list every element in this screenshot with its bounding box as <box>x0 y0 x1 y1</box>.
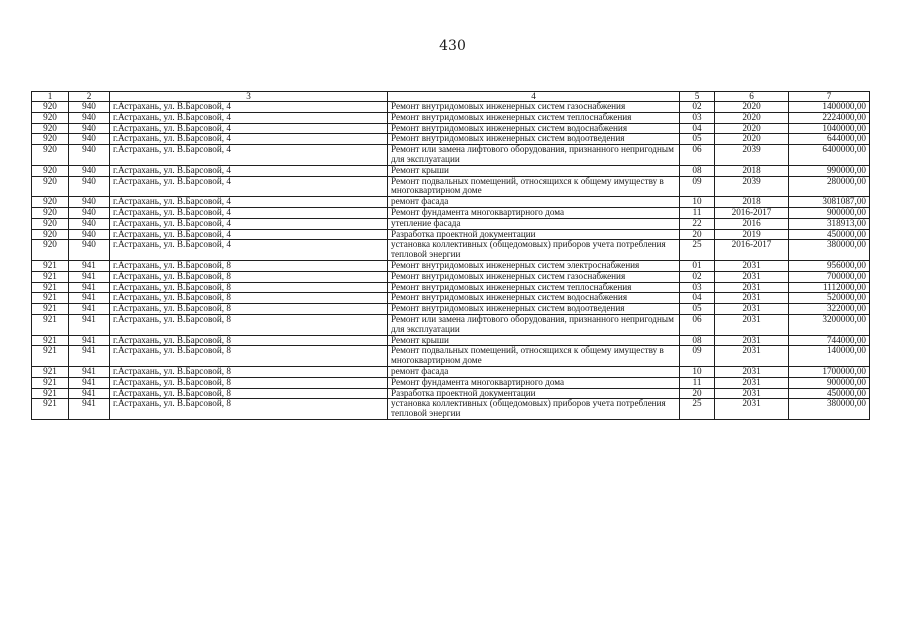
table-row <box>32 377 870 388</box>
year-cell: 2016-2017 <box>715 207 789 218</box>
cost-cell: 744000,00 <box>789 335 870 346</box>
house-index-cell: 940 <box>69 218 110 229</box>
table-row <box>32 271 870 282</box>
work-code-cell: 04 <box>680 123 715 134</box>
row-index-cell: 921 <box>32 335 69 346</box>
work-code-cell: 05 <box>680 134 715 145</box>
house-index-cell: 940 <box>69 165 110 176</box>
row-index-cell: 920 <box>32 123 69 134</box>
address-cell: г.Астрахань, ул. В.Барсовой, 4 <box>110 165 388 176</box>
table-row <box>32 388 870 399</box>
work-type-cell: установка коллективных (общедомовых) приборов учета потребления тепловой энергии <box>388 399 680 420</box>
table-row <box>32 197 870 208</box>
cost-cell: 450000,00 <box>789 388 870 399</box>
repair-schedule-table <box>31 91 870 420</box>
work-type-cell: Ремонт или замена лифтового оборудования, признанного непригодным для эксплуатации <box>388 145 680 166</box>
address-cell: г.Астрахань, ул. В.Барсовой, 4 <box>110 240 388 261</box>
house-index-cell: 941 <box>69 260 110 271</box>
table-row <box>32 207 870 218</box>
row-index-cell: 920 <box>32 207 69 218</box>
cost-cell: 1400000,00 <box>789 102 870 113</box>
cost-cell: 450000,00 <box>789 229 870 240</box>
work-type-cell: Ремонт фундамента многоквартирного дома <box>388 377 680 388</box>
year-cell: 2020 <box>715 102 789 113</box>
house-index-cell: 940 <box>69 102 110 113</box>
work-type-cell: Ремонт внутридомовых инженерных систем теплоснабжения <box>388 112 680 123</box>
work-type-cell: Разработка проектной документации <box>388 388 680 399</box>
table-row <box>32 240 870 261</box>
cost-cell: 6400000,00 <box>789 145 870 166</box>
row-index-cell: 921 <box>32 271 69 282</box>
cost-cell: 140000,00 <box>789 346 870 367</box>
house-index-cell: 941 <box>69 271 110 282</box>
work-code-cell: 22 <box>680 218 715 229</box>
row-index-cell: 921 <box>32 388 69 399</box>
house-index-cell: 940 <box>69 197 110 208</box>
work-type-cell: установка коллективных (общедомовых) приборов учета потребления тепловой энергии <box>388 240 680 261</box>
address-cell: г.Астрахань, ул. В.Барсовой, 8 <box>110 282 388 293</box>
house-index-cell: 940 <box>69 229 110 240</box>
address-cell: г.Астрахань, ул. В.Барсовой, 8 <box>110 293 388 304</box>
address-cell: г.Астрахань, ул. В.Барсовой, 8 <box>110 335 388 346</box>
address-cell: г.Астрахань, ул. В.Барсовой, 4 <box>110 197 388 208</box>
table-row <box>32 314 870 335</box>
cost-cell: 280000,00 <box>789 176 870 197</box>
work-code-cell: 25 <box>680 399 715 420</box>
cost-cell: 644000,00 <box>789 134 870 145</box>
year-cell: 2020 <box>715 134 789 145</box>
year-cell: 2020 <box>715 112 789 123</box>
work-code-cell: 02 <box>680 271 715 282</box>
year-cell: 2031 <box>715 377 789 388</box>
house-index-cell: 941 <box>69 377 110 388</box>
row-index-cell: 920 <box>32 218 69 229</box>
work-code-cell: 01 <box>680 260 715 271</box>
row-index-cell: 920 <box>32 102 69 113</box>
work-type-cell: утепление фасада <box>388 218 680 229</box>
work-code-cell: 02 <box>680 102 715 113</box>
work-type-cell: Ремонт внутридомовых инженерных систем теплоснабжения <box>388 282 680 293</box>
house-index-cell: 941 <box>69 293 110 304</box>
table-row <box>32 123 870 134</box>
year-cell: 2031 <box>715 260 789 271</box>
year-cell: 2031 <box>715 314 789 335</box>
year-cell: 2018 <box>715 165 789 176</box>
house-index-cell: 941 <box>69 304 110 315</box>
work-type-cell: Ремонт внутридомовых инженерных систем водоснабжения <box>388 123 680 134</box>
cost-cell: 1700000,00 <box>789 366 870 377</box>
table-row <box>32 335 870 346</box>
address-cell: г.Астрахань, ул. В.Барсовой, 8 <box>110 314 388 335</box>
house-index-cell: 940 <box>69 112 110 123</box>
work-type-cell: Ремонт крыши <box>388 165 680 176</box>
table-row <box>32 304 870 315</box>
work-code-cell: 25 <box>680 240 715 261</box>
address-cell: г.Астрахань, ул. В.Барсовой, 8 <box>110 388 388 399</box>
work-type-cell: Ремонт внутридомовых инженерных систем электроснабжения <box>388 260 680 271</box>
cost-cell: 956000,00 <box>789 260 870 271</box>
table-row <box>32 260 870 271</box>
work-type-cell: Ремонт фундамента многоквартирного дома <box>388 207 680 218</box>
column-number: 7 <box>789 92 870 102</box>
year-cell: 2031 <box>715 388 789 399</box>
year-cell: 2019 <box>715 229 789 240</box>
address-cell: г.Астрахань, ул. В.Барсовой, 8 <box>110 271 388 282</box>
year-cell: 2031 <box>715 399 789 420</box>
table-row <box>32 165 870 176</box>
table-row <box>32 134 870 145</box>
year-cell: 2031 <box>715 366 789 377</box>
table-row <box>32 112 870 123</box>
address-cell: г.Астрахань, ул. В.Барсовой, 8 <box>110 399 388 420</box>
work-type-cell: Ремонт подвальных помещений, относящихся к общему имуществу в многоквартирном доме <box>388 176 680 197</box>
work-code-cell: 11 <box>680 207 715 218</box>
house-index-cell: 941 <box>69 366 110 377</box>
work-code-cell: 03 <box>680 112 715 123</box>
row-index-cell: 921 <box>32 293 69 304</box>
cost-cell: 3081087,00 <box>789 197 870 208</box>
work-code-cell: 05 <box>680 304 715 315</box>
address-cell: г.Астрахань, ул. В.Барсовой, 4 <box>110 134 388 145</box>
year-cell: 2031 <box>715 304 789 315</box>
year-cell: 2039 <box>715 145 789 166</box>
cost-cell: 2224000,00 <box>789 112 870 123</box>
cost-cell: 318913,00 <box>789 218 870 229</box>
cost-cell: 520000,00 <box>789 293 870 304</box>
row-index-cell: 920 <box>32 112 69 123</box>
work-code-cell: 10 <box>680 197 715 208</box>
house-index-cell: 940 <box>69 207 110 218</box>
work-type-cell: ремонт фасада <box>388 197 680 208</box>
cost-cell: 990000,00 <box>789 165 870 176</box>
work-type-cell: ремонт фасада <box>388 366 680 377</box>
work-code-cell: 04 <box>680 293 715 304</box>
table-row <box>32 218 870 229</box>
work-code-cell: 03 <box>680 282 715 293</box>
table-row <box>32 102 870 113</box>
work-type-cell: Ремонт внутридомовых инженерных систем водоотведения <box>388 304 680 315</box>
house-index-cell: 941 <box>69 346 110 367</box>
row-index-cell: 920 <box>32 229 69 240</box>
work-type-cell: Ремонт или замена лифтового оборудования, признанного непригодным для эксплуатации <box>388 314 680 335</box>
address-cell: г.Астрахань, ул. В.Барсовой, 8 <box>110 260 388 271</box>
table-row <box>32 366 870 377</box>
table-row <box>32 145 870 166</box>
work-code-cell: 08 <box>680 335 715 346</box>
row-index-cell: 921 <box>32 346 69 367</box>
column-number: 5 <box>680 92 715 102</box>
column-number: 3 <box>110 92 388 102</box>
house-index-cell: 940 <box>69 145 110 166</box>
row-index-cell: 920 <box>32 145 69 166</box>
cost-cell: 3200000,00 <box>789 314 870 335</box>
work-code-cell: 06 <box>680 145 715 166</box>
address-cell: г.Астрахань, ул. В.Барсовой, 4 <box>110 229 388 240</box>
row-index-cell: 920 <box>32 240 69 261</box>
year-cell: 2031 <box>715 335 789 346</box>
address-cell: г.Астрахань, ул. В.Барсовой, 8 <box>110 346 388 367</box>
house-index-cell: 940 <box>69 123 110 134</box>
row-index-cell: 921 <box>32 260 69 271</box>
address-cell: г.Астрахань, ул. В.Барсовой, 8 <box>110 377 388 388</box>
table-row <box>32 293 870 304</box>
year-cell: 2031 <box>715 293 789 304</box>
row-index-cell: 921 <box>32 304 69 315</box>
house-index-cell: 941 <box>69 282 110 293</box>
address-cell: г.Астрахань, ул. В.Барсовой, 4 <box>110 145 388 166</box>
column-number: 6 <box>715 92 789 102</box>
work-type-cell: Ремонт внутридомовых инженерных систем газоснабжения <box>388 271 680 282</box>
house-index-cell: 940 <box>69 134 110 145</box>
work-type-cell: Разработка проектной документации <box>388 229 680 240</box>
address-cell: г.Астрахань, ул. В.Барсовой, 4 <box>110 102 388 113</box>
cost-cell: 1112000,00 <box>789 282 870 293</box>
column-number: 1 <box>32 92 69 102</box>
row-index-cell: 921 <box>32 314 69 335</box>
cost-cell: 900000,00 <box>789 377 870 388</box>
page-number: 430 <box>439 38 466 54</box>
work-code-cell: 11 <box>680 377 715 388</box>
year-cell: 2016 <box>715 218 789 229</box>
address-cell: г.Астрахань, ул. В.Барсовой, 4 <box>110 207 388 218</box>
work-code-cell: 09 <box>680 176 715 197</box>
address-cell: г.Астрахань, ул. В.Барсовой, 4 <box>110 112 388 123</box>
year-cell: 2018 <box>715 197 789 208</box>
year-cell: 2016-2017 <box>715 240 789 261</box>
address-cell: г.Астрахань, ул. В.Барсовой, 4 <box>110 176 388 197</box>
address-cell: г.Астрахань, ул. В.Барсовой, 8 <box>110 366 388 377</box>
work-type-cell: Ремонт внутридомовых инженерных систем газоснабжения <box>388 102 680 113</box>
column-number-row <box>32 92 870 102</box>
row-index-cell: 920 <box>32 176 69 197</box>
house-index-cell: 940 <box>69 240 110 261</box>
cost-cell: 900000,00 <box>789 207 870 218</box>
column-number: 2 <box>69 92 110 102</box>
table-row <box>32 346 870 367</box>
row-index-cell: 921 <box>32 399 69 420</box>
table-row <box>32 282 870 293</box>
house-index-cell: 941 <box>69 399 110 420</box>
address-cell: г.Астрахань, ул. В.Барсовой, 8 <box>110 304 388 315</box>
row-index-cell: 920 <box>32 197 69 208</box>
work-code-cell: 20 <box>680 229 715 240</box>
house-index-cell: 941 <box>69 388 110 399</box>
year-cell: 2039 <box>715 176 789 197</box>
row-index-cell: 920 <box>32 165 69 176</box>
work-type-cell: Ремонт подвальных помещений, относящихся к общему имуществу в многоквартирном доме <box>388 346 680 367</box>
year-cell: 2031 <box>715 271 789 282</box>
table-row <box>32 229 870 240</box>
work-code-cell: 08 <box>680 165 715 176</box>
table-row <box>32 176 870 197</box>
row-index-cell: 921 <box>32 377 69 388</box>
address-cell: г.Астрахань, ул. В.Барсовой, 4 <box>110 123 388 134</box>
year-cell: 2031 <box>715 282 789 293</box>
house-index-cell: 940 <box>69 176 110 197</box>
work-type-cell: Ремонт внутридомовых инженерных систем водоснабжения <box>388 293 680 304</box>
cost-cell: 380000,00 <box>789 240 870 261</box>
cost-cell: 380000,00 <box>789 399 870 420</box>
cost-cell: 322000,00 <box>789 304 870 315</box>
year-cell: 2020 <box>715 123 789 134</box>
cost-cell: 1040000,00 <box>789 123 870 134</box>
work-code-cell: 09 <box>680 346 715 367</box>
column-number: 4 <box>388 92 680 102</box>
address-cell: г.Астрахань, ул. В.Барсовой, 4 <box>110 218 388 229</box>
row-index-cell: 920 <box>32 134 69 145</box>
work-code-cell: 20 <box>680 388 715 399</box>
house-index-cell: 941 <box>69 314 110 335</box>
work-type-cell: Ремонт крыши <box>388 335 680 346</box>
work-code-cell: 10 <box>680 366 715 377</box>
table-row <box>32 399 870 420</box>
year-cell: 2031 <box>715 346 789 367</box>
row-index-cell: 921 <box>32 282 69 293</box>
row-index-cell: 921 <box>32 366 69 377</box>
work-code-cell: 06 <box>680 314 715 335</box>
house-index-cell: 941 <box>69 335 110 346</box>
work-type-cell: Ремонт внутридомовых инженерных систем водоотведения <box>388 134 680 145</box>
cost-cell: 700000,00 <box>789 271 870 282</box>
